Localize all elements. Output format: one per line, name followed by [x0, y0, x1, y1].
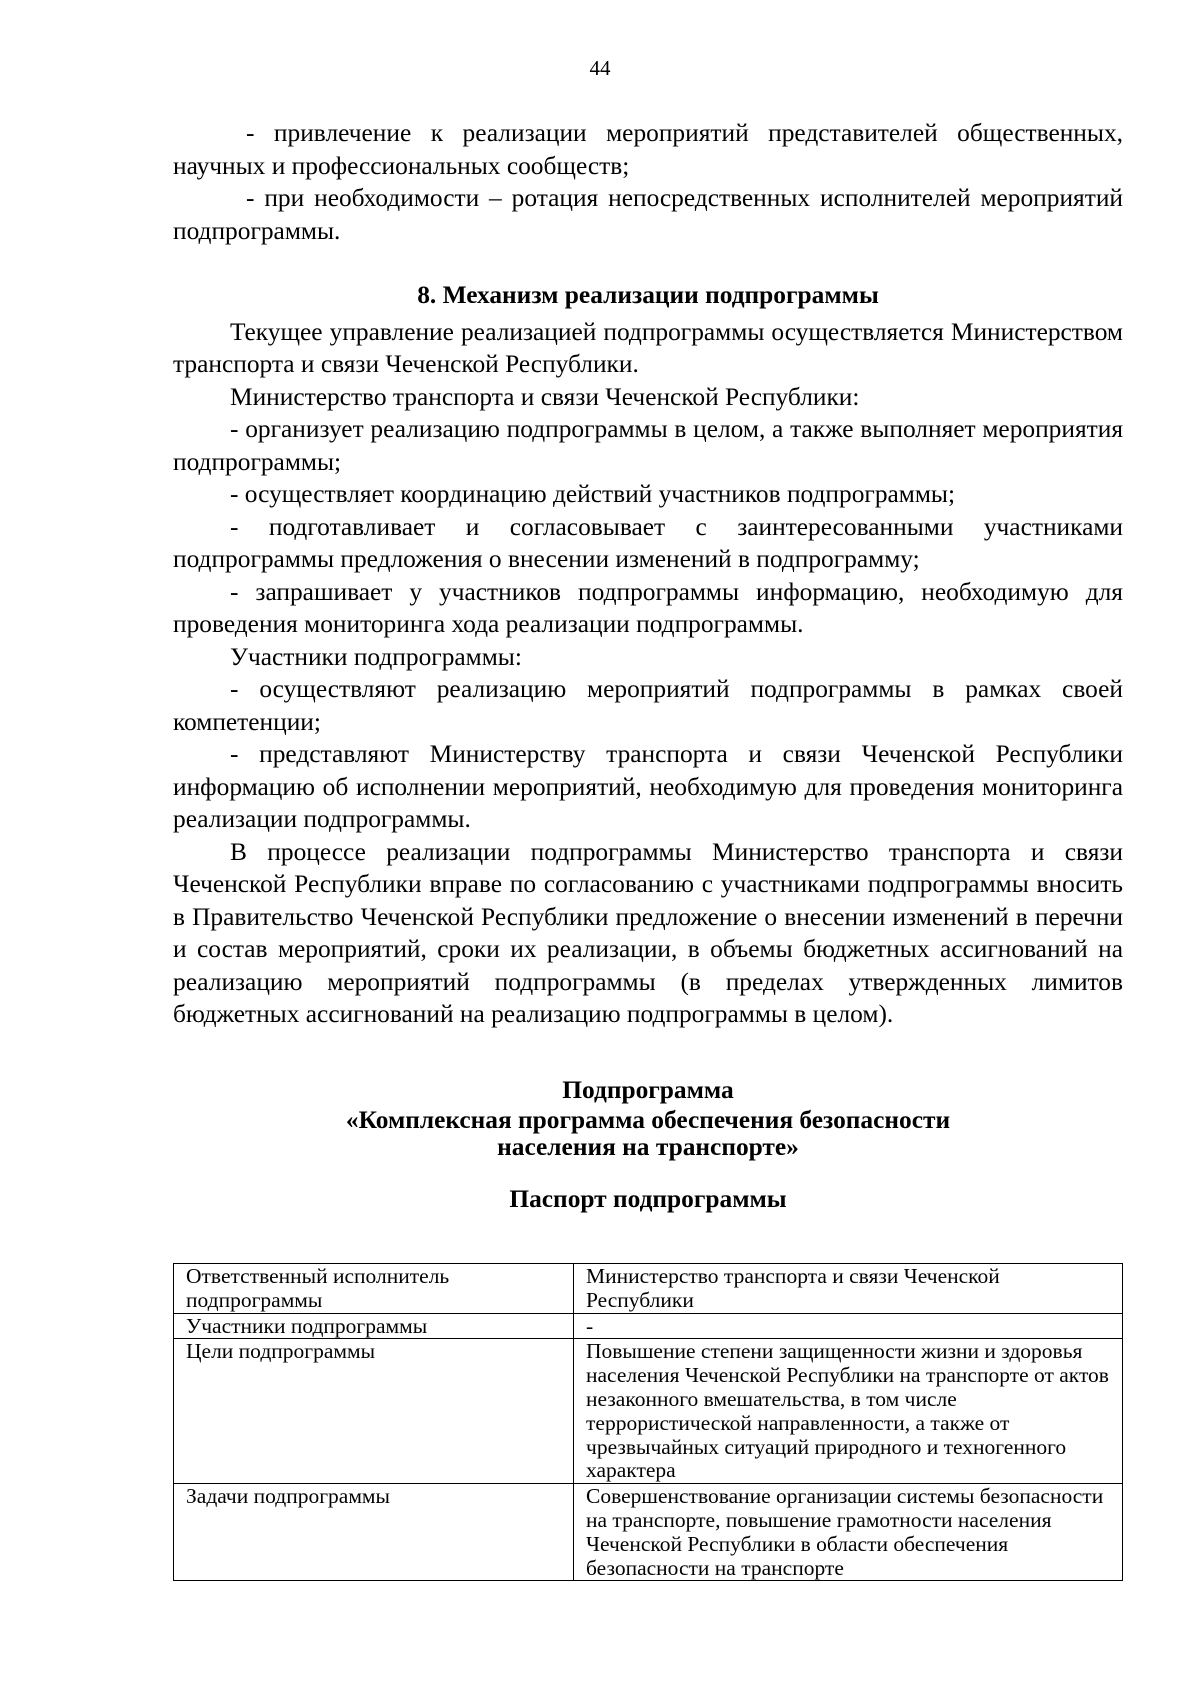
row-value: - [574, 1313, 1123, 1339]
section-list-item: - осуществляет координацию действий участников подпрограммы; [230, 480, 956, 508]
intro-item: - привлечение к реализации мероприятий представителей общественных, научных и профессиональных сообществ; [173, 119, 1123, 180]
passport-table [173, 1263, 1123, 1581]
subprogram-title: Подпрограмма [562, 1075, 734, 1104]
page-number: 44 [589, 56, 611, 80]
section-paragraph: Участники подпрограммы: [230, 642, 522, 671]
row-label: Задачи подпрограммы [174, 1484, 574, 1581]
intro-item: - при необходимости – ротация непосредственных исполнителей мероприятий подпрограммы. [173, 184, 1123, 245]
row-value: Министерство транспорта и связи Чеченской Республики [574, 1264, 1123, 1314]
section-heading: 8. Механизм реализации подпрограммы [417, 281, 879, 309]
section-list-item: - подготавливает и согласовывает с заинтересованными участниками подпрограммы предложения о внесении изменений в подпрограмму; [173, 512, 1123, 573]
table-row [174, 1484, 1123, 1581]
row-label: Участники подпрограммы [174, 1313, 574, 1339]
subprogram-name-line: населения на транспорте» [497, 1132, 799, 1161]
subprogram-name-line: «Комплексная программа обеспечения безопасности [345, 1105, 951, 1134]
row-value: Повышение степени защищенности жизни и здоровья населения Чеченской Республики на транспорте от актов незаконного вмешательства, в том числе террористической направленности, а также от чрезвычайных ситуаций природного и техногенного характера [574, 1339, 1123, 1484]
row-label: Ответственный исполнитель подпрограммы [174, 1264, 574, 1314]
table-row [174, 1313, 1123, 1339]
passport-title: Паспорт подпрограммы [509, 1184, 787, 1213]
section-paragraph: В процессе реализации подпрограммы Министерство транспорта и связи Чеченской Республики вправе по согласованию с участниками подпрограммы вносить в Правительство Чеченской Республики предложение о внесении изменений в перечни и состав мероприятий, сроки их реализации, в объемы бюджетных ассигнований на реализацию мероприятий подпрограммы (в пределах утвержденных лимитов бюджетных ассигнований на реализацию подпрограммы в целом). [173, 837, 1123, 1028]
section-list-item: - представляют Министерству транспорта и связи Чеченской Республики информацию об исполнении мероприятий, необходимую для проведения мониторинга реализации подпрограммы. [173, 740, 1123, 833]
section-paragraph: Министерство транспорта и связи Чеченской Республики: [230, 382, 860, 411]
section-list-item: - осуществляют реализацию мероприятий подпрограммы в рамках своей компетенции; [173, 675, 1123, 736]
section-list-item: - организует реализацию подпрограммы в целом, а также выполняет мероприятия подпрограммы; [173, 415, 1123, 476]
section-paragraph: Текущее управление реализацией подпрограммы осуществляется Министерством транспорта и связи Чеченской Республики. [173, 317, 1123, 378]
section-list-item: - запрашивает у участников подпрограммы информацию, необходимую для проведения мониторинга хода реализации подпрограммы. [173, 577, 1123, 638]
row-value: Совершенствование организации системы безопасности на транспорте, повышение грамотности населения Чеченской Республики в области обеспечения безопасности на транспорте [574, 1484, 1123, 1581]
document-body [173, 117, 1123, 1215]
table-row [174, 1339, 1123, 1484]
row-label: Цели подпрограммы [174, 1339, 574, 1484]
table-row [174, 1264, 1123, 1314]
